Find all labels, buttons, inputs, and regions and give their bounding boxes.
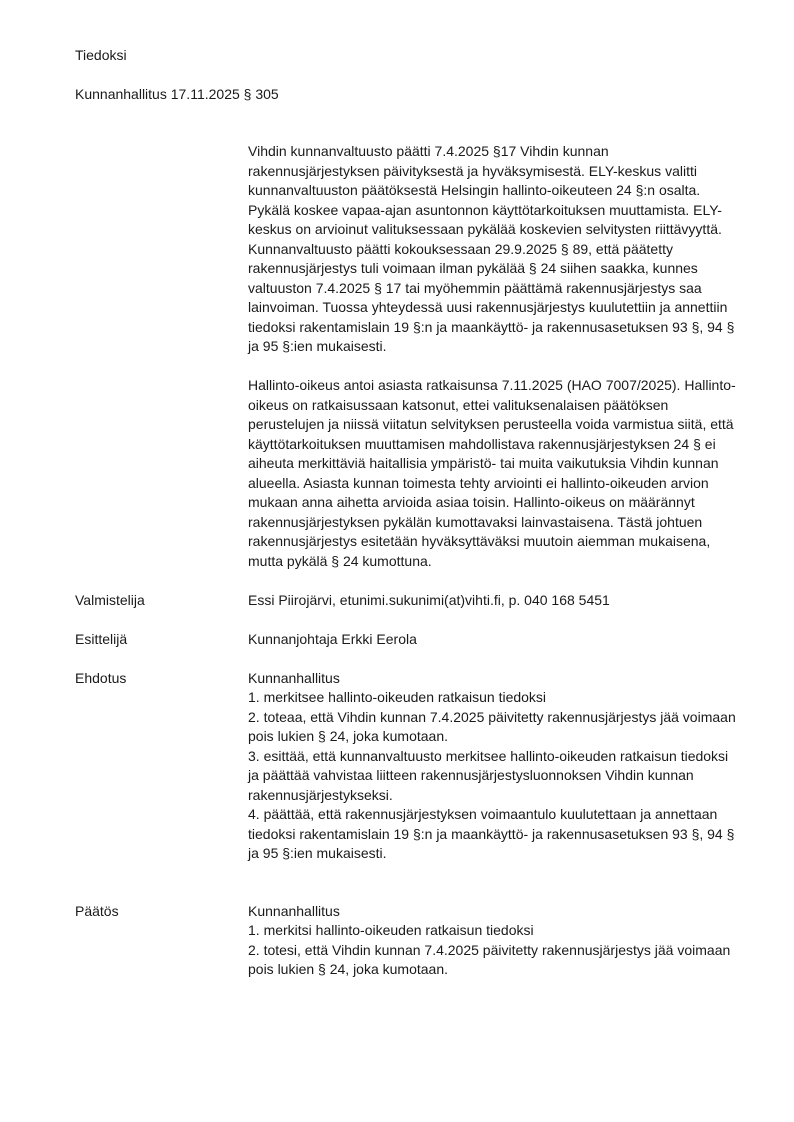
document-title: Kunnanhallitus 17.11.2025 § 305 <box>75 85 279 102</box>
proposal-item: 1. merkitsee hallinto-oikeuden ratkaisun tiedoksi <box>248 689 547 705</box>
section-content <box>248 591 736 611</box>
proposal-item: 2. toteaa, että Vihdin kunnan 7.4.2025 päivitetty rakennusjärjestys jää voimaan pois lukien § 24, joka kumotaan. <box>248 708 736 744</box>
section-label: Valmistelija <box>75 591 145 608</box>
distribution-note: Tiedoksi <box>75 47 127 63</box>
section-esittelija <box>75 630 736 650</box>
section-label: Päätös <box>75 902 119 919</box>
body-section <box>75 142 736 571</box>
body-paragraph: Hallinto-oikeus antoi asiasta ratkaisunsa 7.11.2025 (HAO 7007/2025). Hallinto-oikeus on ratkaisussaan katsonut, ettei valituksenalaisen päätöksen perustelujen ja niissä viitatun selvityksen perusteella voida varmistua siitä, että käyttötarkoituksen muuttamisen mahdollistava rakennusjärjestyksen 24 § ei aiheuta merkittäviä haitallisia ympäristö- tai muita vaikutuksia Vihdin kunnan alueella. Asiasta kunnan toimesta tehty arviointi ei hallinto-oikeuden arvion mukaan anna aihetta arvioida asiaa toisin. Hallinto-oikeus on määrännyt rakennusjärjestyksen pykälän kumottavaksi lainvastaisena. Tästä johtuen rakennusjärjestys esitetään hyväksyttäväksi muutoin aiemman mukaisena, mutta pykälä § 24 kumottuna. <box>248 377 736 569</box>
section-label: Esittelijä <box>75 630 128 647</box>
section-content <box>248 630 736 650</box>
proposal-item: 3. esittää, että kunnanvaltuusto merkitsee hallinto-oikeuden ratkaisun tiedoksi ja päättää vahvistaa liitteen rakennusjärjestysluonnoksen Vihdin kunnan rakennusjärjestykseksi. <box>248 747 729 803</box>
decision-item: 1. merkitsi hallinto-oikeuden ratkaisun tiedoksi <box>248 922 534 938</box>
proposal-item: 4. päättää, että rakennusjärjestyksen voimaantulo kuulutettaan ja annettaan tiedoksi rakentamislain 19 §:n ja maankäyttö- ja rakennusasetuksen 93 §, 94 § ja 95 §:ien mukaisesti. <box>248 806 735 861</box>
section-label: Ehdotus <box>75 669 127 686</box>
section-paatos <box>75 902 736 980</box>
section-content <box>248 669 736 864</box>
decision-item: 2. totesi, että Vihdin kunnan 7.4.2025 päivitetty rakennusjärjestys jää voimaan pois lukien § 24, joka kumotaan. <box>248 941 731 977</box>
proposal-line: Kunnanhallitus <box>248 669 340 686</box>
presenter-name: Kunnanjohtaja Erkki Eerola <box>248 630 417 647</box>
section-content <box>248 902 736 980</box>
body-text <box>248 142 736 571</box>
section-valmistelija <box>75 591 736 611</box>
decision-line: Kunnanhallitus <box>248 902 340 919</box>
body-paragraph: Vihdin kunnanvaltuusto päätti 7.4.2025 §17 Vihdin kunnan rakennusjärjestyksen päivityksestä ja hyväksymisestä. ELY-keskus valitti kunnanvaltuuston päätöksestä Helsingin hallinto-oikeuteen 24 §:n osalta. Pykälä koskee vapaa-ajan asuntonnon käyttötarkoituksen muuttamista. ELY-keskus on arvioinut valituksessaan pykälää koskevien selvitysten riittävyyttä. Kunnanvaltuusto päätti kokouksessaan 29.9.2025 § 89, että päätetty rakennusjärjestys tuli voimaan ilman pykälää § 24 siihen saakka, kunnes valtuuston 7.4.2025 § 17 tai myöhemmin päättämä rakennusjärjestys saa lainvoiman. Tuossa yhteydessä uusi rakennusjärjestys kuulutettiin ja annettiin tiedoksi rakentamislain 19 §:n ja maankäyttö- ja rakennusasetuksen 93 §, 94 § ja 95 §:ien mukaisesti. <box>248 143 735 354</box>
preparer-contact: Essi Piirojärvi, etunimi.sukunimi(at)vihti.fi, p. 040 168 5451 <box>248 591 610 608</box>
section-ehdotus <box>75 669 736 864</box>
